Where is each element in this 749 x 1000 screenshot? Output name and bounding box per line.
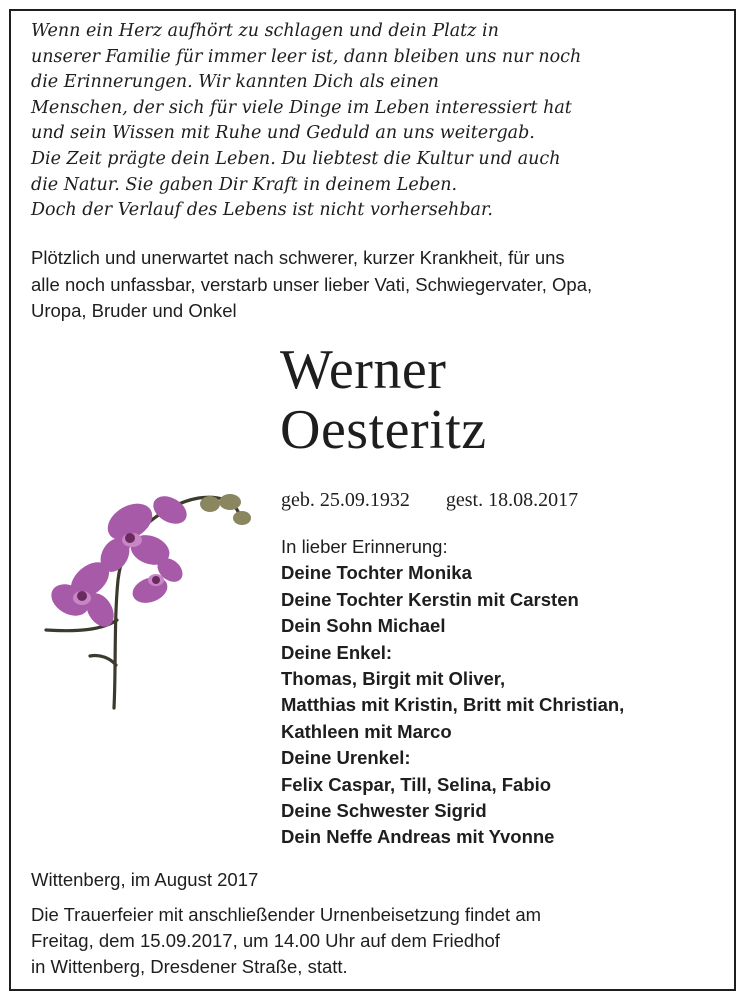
announcement-line: alle noch unfassbar, verstarb unser lieber Vati, Schwiegervater, Opa, <box>31 273 593 295</box>
orchid-icon <box>30 470 270 710</box>
birth-date: geb. 25.09.1932 <box>281 489 410 511</box>
mourner-line: Kathleen mit Marco <box>281 720 452 742</box>
announcement-line: Uropa, Bruder und Onkel <box>31 300 237 321</box>
place-and-date: Wittenberg, im August 2017 <box>31 869 259 890</box>
last-name: Oesteritz <box>280 399 487 461</box>
death-announcement <box>31 245 731 325</box>
poem-line: und sein Wissen mit Ruhe und Geduld an uns weitergab. <box>31 123 535 144</box>
funeral-line: Die Trauerfeier mit anschließender Urnenbeisetzung findet am <box>31 904 542 925</box>
mourners-heading: In lieber Erinnerung: <box>281 536 448 557</box>
mourner-line: Deine Schwester Sigrid <box>281 800 487 822</box>
funeral-info <box>31 902 731 980</box>
mourner-line: Deine Enkel: <box>281 641 393 663</box>
poem-line: Wenn ein Herz aufhört zu schlagen und dein Platz in <box>31 21 499 41</box>
funeral-line: Freitag, dem 15.09.2017, um 14.00 Uhr auf dem Friedhof <box>31 930 500 951</box>
mourner-line: Deine Urenkel: <box>281 747 411 769</box>
poem-line: Doch der Verlauf des Lebens ist nicht vorhersehbar. <box>31 200 493 221</box>
death-date: gest. 18.08.2017 <box>445 489 579 511</box>
mourner-line: Felix Caspar, Till, Selina, Fabio <box>281 773 552 795</box>
first-name: Werner <box>280 339 447 401</box>
deceased-name <box>280 340 487 460</box>
mourners-list <box>281 534 731 851</box>
poem-line: Menschen, der sich für viele Dinge im Leben interessiert hat <box>31 97 572 118</box>
life-dates <box>281 487 578 513</box>
poem-line: unserer Familie für immer leer ist, dann bleiben uns nur noch <box>31 46 582 67</box>
mourner-line: Matthias mit Kristin, Britt mit Christian, <box>281 694 625 716</box>
poem-line: Die Zeit prägte dein Leben. Du liebtest die Kultur und auch <box>31 148 561 169</box>
mourner-line: Deine Tochter Kerstin mit Carsten <box>281 588 579 610</box>
announcement-line: Plötzlich und unerwartet nach schwerer, kurzer Krankheit, für uns <box>31 247 565 268</box>
poem-line: die Natur. Sie gaben Dir Kraft in deinem Leben. <box>31 174 458 195</box>
mourner-line: Deine Tochter Monika <box>281 562 472 584</box>
mourner-line: Dein Neffe Andreas mit Yvonne <box>281 826 555 848</box>
poem-line: die Erinnerungen. Wir kannten Dich als einen <box>31 72 439 93</box>
mourner-line: Dein Sohn Michael <box>281 615 446 637</box>
poem <box>31 19 731 224</box>
funeral-line: in Wittenberg, Dresdener Straße, statt. <box>31 956 348 977</box>
mourner-line: Thomas, Birgit mit Oliver, <box>281 668 506 690</box>
